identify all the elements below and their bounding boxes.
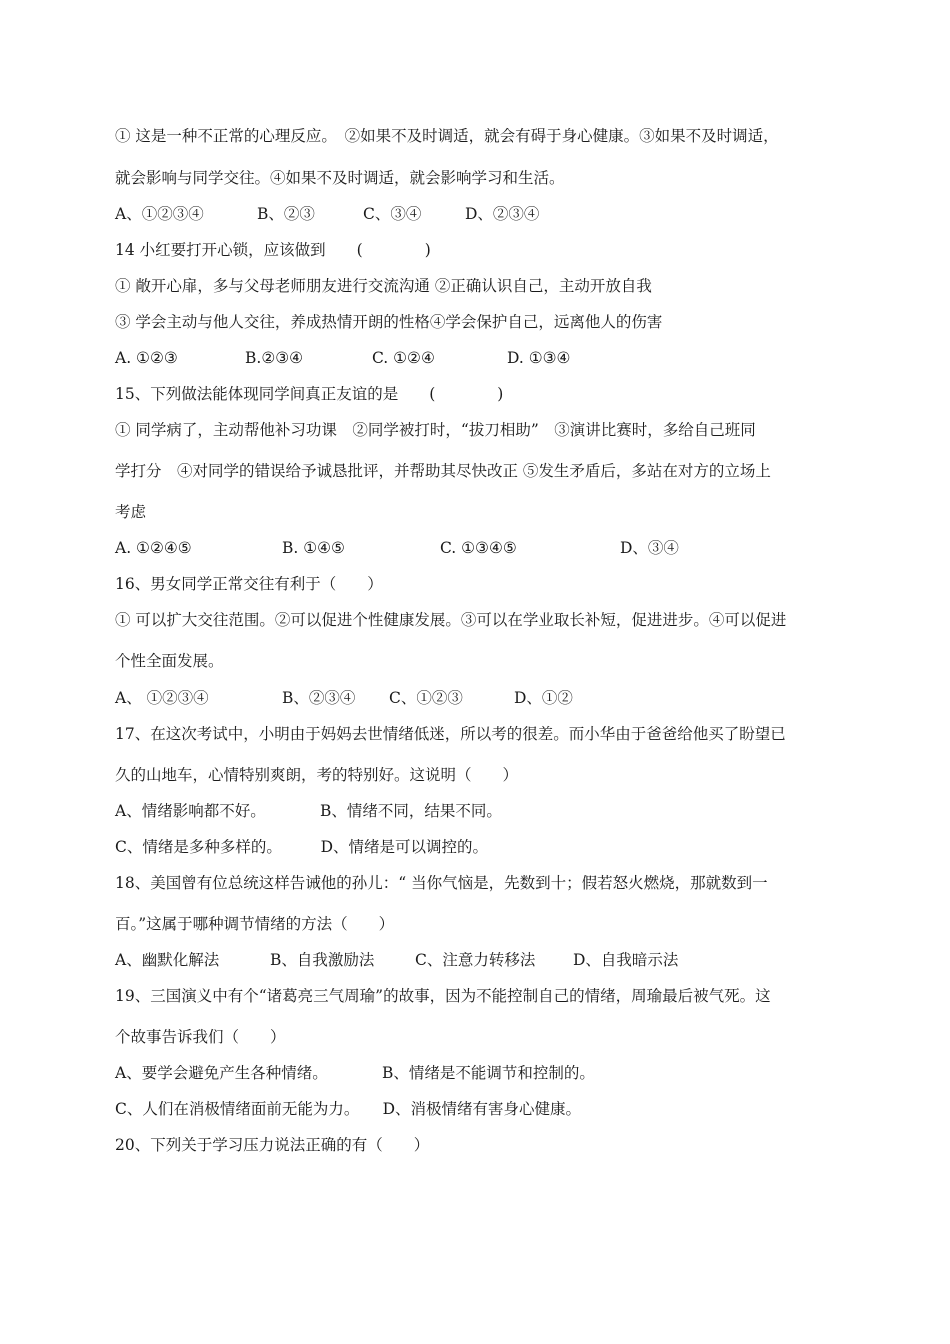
- q15-option-a: A. ①②④⑤: [115, 539, 192, 557]
- q14-option-b: B.②③④: [245, 349, 304, 367]
- q13-option-b: B、②③: [257, 205, 315, 223]
- q13-option-d: D、②③④: [465, 205, 540, 223]
- q13-statements-line-2: 就会影响与同学交往。④如果不及时调适，就会影响学习和生活。: [115, 169, 565, 187]
- q16-option-a: A、 ①②③④: [115, 689, 209, 707]
- q16-option-d: D、①②: [514, 689, 573, 707]
- q14-statements-line-2: ③ 学会主动与他人交往，养成热情开朗的性格④学会保护自己，远离他人的伤害: [115, 313, 663, 331]
- q20-question: 20、下列关于学习压力说法正确的有（ ）: [115, 1136, 430, 1154]
- q15-question: 15、下列做法能体现同学间真正友谊的是 ( ): [115, 385, 504, 403]
- q15-option-c: C. ①③④⑤: [440, 539, 517, 557]
- q14-question: 14 小红要打开心锁，应该做到 ( ): [115, 241, 431, 259]
- q18-option-b: B、自我激励法: [270, 951, 375, 969]
- q15-statements-line-2: 学打分 ④对同学的错误给予诚恳批评，并帮助其尽快改正 ⑤发生矛盾后，多站在对方的立场上: [115, 462, 771, 480]
- q19-question-line-1: 19、三国演义中有个“诸葛亮三气周瑜”的故事，因为不能控制自己的情绪，周瑜最后被气死。这: [115, 987, 771, 1005]
- q16-option-c: C、①②③: [389, 689, 463, 707]
- q18-question-line-1: 18、美国曾有位总统这样告诫他的孙儿：“ 当你气恼是，先数到十；假若怒火燃烧，那就数到一: [115, 874, 768, 892]
- q13-statements-line-1: ① 这是一种不正常的心理反应。 ②如果不及时调适，就会有碍于身心健康。③如果不及时调适，: [115, 127, 779, 145]
- q17-options-ab: A、情绪影响都不好。 B、情绪不同，结果不同。: [115, 802, 502, 820]
- q14-option-a: A. ①②③: [115, 349, 178, 367]
- q18-question-line-2: 百。”这属于哪种调节情绪的方法（ ）: [115, 915, 395, 933]
- q16-question: 16、男女同学正常交往有利于（ ）: [115, 575, 383, 593]
- q15-statements-line-1: ① 同学病了，主动帮他补习功课 ②同学被打时，“拔刀相助” ③演讲比赛时，多给自己班同: [115, 421, 756, 439]
- q18-option-c: C、注意力转移法: [415, 951, 536, 969]
- q17-question-line-1: 17、在这次考试中，小明由于妈妈去世情绪低迷，所以考的很差。而小华由于爸爸给他买了盼望已: [115, 725, 786, 743]
- q14-option-d: D. ①③④: [507, 349, 571, 367]
- q15-statements-line-3: 考虑: [115, 503, 147, 521]
- q17-options-cd: C、情绪是多种多样的。 D、情绪是可以调控的。: [115, 838, 489, 856]
- q17-question-line-2: 久的山地车，心情特别爽朗，考的特别好。这说明（ ）: [115, 766, 519, 784]
- q13-option-a: A、①②③④: [115, 205, 204, 223]
- q16-statements-line-1: ① 可以扩大交往范围。②可以促进个性健康发展。③可以在学业取长补短，促进进步。④可以促进: [115, 611, 787, 629]
- q19-options-cd: C、人们在消极情绪面前无能为力。 D、消极情绪有害身心健康。: [115, 1100, 582, 1118]
- q16-statements-line-2: 个性全面发展。: [115, 652, 224, 670]
- q19-question-line-2: 个故事告诉我们（ ）: [115, 1028, 286, 1046]
- q16-option-b: B、②③④: [282, 689, 356, 707]
- q13-option-c: C、③④: [363, 205, 422, 223]
- q18-option-d: D、自我暗示法: [573, 951, 679, 969]
- q14-statements-line-1: ① 敞开心扉，多与父母老师朋友进行交流沟通 ②正确认识自己，主动开放自我: [115, 277, 652, 295]
- q15-option-b: B. ①④⑤: [282, 539, 345, 557]
- q14-option-c: C. ①②④: [372, 349, 435, 367]
- q18-option-a: A、幽默化解法: [115, 951, 220, 969]
- q15-option-d: D、③④: [620, 539, 679, 557]
- q19-options-ab: A、要学会避免产生各种情绪。 B、情绪是不能调节和控制的。: [115, 1064, 595, 1082]
